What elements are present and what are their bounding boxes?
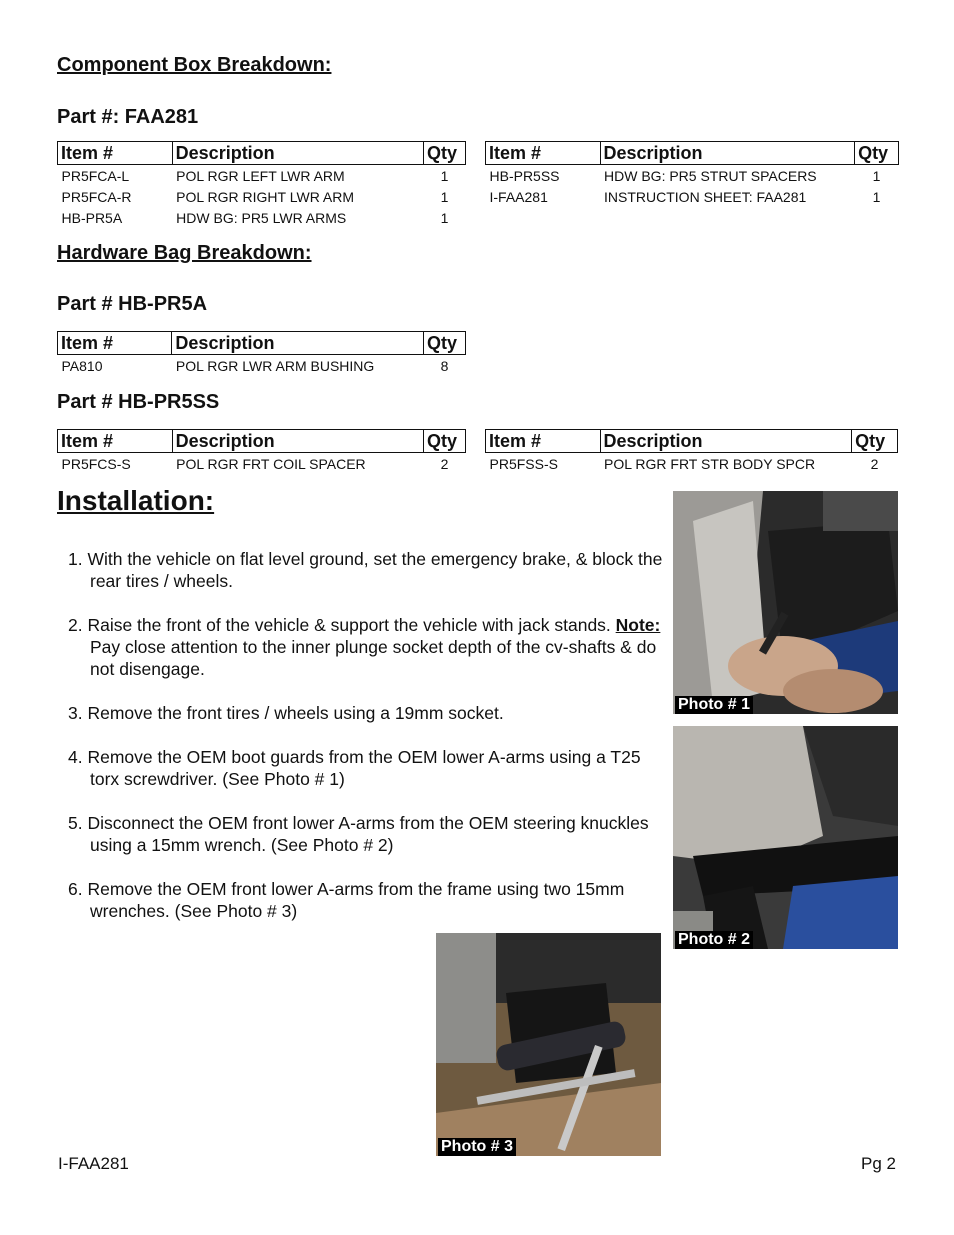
table-row (486, 453, 898, 475)
description-cell: INSTRUCTION SHEET: FAA281 (604, 188, 807, 205)
column-header-qty: Qty (424, 332, 466, 355)
item-cell: I-FAA281 (489, 188, 548, 205)
hb-pr5ss-table-right (485, 429, 898, 474)
table-header-row (58, 332, 466, 355)
column-header-item: Item # (58, 430, 173, 453)
qty-cell: 1 (440, 188, 449, 205)
qty-cell: 2 (870, 455, 879, 472)
column-header-item: Item # (58, 332, 172, 355)
column-header-item: Item # (486, 142, 601, 165)
item-cell: PR5FSS-S (489, 455, 558, 472)
step-2 (68, 614, 664, 680)
item-cell: HB-PR5A (61, 209, 123, 226)
table-row (58, 355, 466, 377)
column-header-description: Description (600, 142, 855, 165)
description-cell: POL RGR FRT STR BODY SPCR (604, 455, 816, 472)
column-header-item: Item # (58, 142, 173, 165)
part-hb-pr5a-label: Part # HB-PR5A (57, 293, 208, 315)
description-cell: POL RGR LEFT LWR ARM (176, 167, 345, 184)
column-header-description: Description (172, 430, 423, 453)
step-2-text-after: Pay close attention to the inner plunge socket depth of the cv-shafts & do not disengage. (90, 637, 657, 679)
table-header-row (58, 430, 466, 453)
table-header-row (486, 142, 899, 165)
qty-cell: 1 (440, 167, 449, 184)
hb-pr5ss-table-left (57, 429, 466, 474)
step-3: 3. Remove the front tires / wheels using a 19mm socket. (68, 703, 504, 723)
qty-cell: 8 (440, 357, 449, 374)
photo-1-image (673, 491, 898, 714)
table-header-row (58, 142, 466, 165)
column-header-qty: Qty (855, 142, 899, 165)
item-cell: PA810 (61, 357, 103, 374)
component-table-left (57, 141, 466, 228)
photo-3-image (436, 933, 661, 1156)
step-1: 1. With the vehicle on flat level ground, set the emergency brake, & block the rear tires / wheels. (68, 549, 663, 591)
step-6: 6. Remove the OEM front lower A-arms from the frame using two 15mm wrenches. (See Photo # 3) (68, 879, 625, 921)
photo-3-label: Photo # 3 (438, 1138, 516, 1156)
step-5: 5. Disconnect the OEM front lower A-arms from the OEM steering knuckles using a 15mm wrench. (See Photo # 2) (68, 813, 649, 855)
photo-1-label: Photo # 1 (675, 696, 753, 714)
table-row (58, 453, 466, 475)
qty-cell: 1 (872, 188, 881, 205)
description-cell: POL RGR RIGHT LWR ARM (176, 188, 355, 205)
footer-document-id: I-FAA281 (58, 1154, 129, 1173)
item-cell: PR5FCS-S (61, 455, 131, 472)
item-cell: PR5FCA-R (61, 188, 132, 205)
column-header-item: Item # (486, 430, 601, 453)
photo-2-label: Photo # 2 (675, 931, 753, 949)
component-table-right (485, 141, 899, 207)
footer-page-number: Pg 2 (861, 1154, 896, 1173)
column-header-qty: Qty (424, 142, 466, 165)
step-2-text-before: 2. Raise the front of the vehicle & support the vehicle with jack stands. (68, 615, 616, 635)
item-cell: PR5FCA-L (61, 167, 130, 184)
installation-title: Installation: (57, 485, 215, 516)
column-header-description: Description (172, 142, 423, 165)
installation-steps (68, 548, 664, 944)
photo-1 (673, 491, 898, 714)
qty-cell: 1 (440, 209, 449, 226)
table-row (58, 186, 466, 207)
description-cell: HDW BG: PR5 LWR ARMS (176, 209, 347, 226)
table-row (58, 207, 466, 228)
hardware-bag-heading: Hardware Bag Breakdown: (57, 242, 312, 264)
photo-3 (436, 933, 661, 1156)
step-4: 4. Remove the OEM boot guards from the OEM lower A-arms using a T25 torx screwdriver. (See Photo # 1) (68, 747, 641, 789)
table-header-row (486, 430, 898, 453)
qty-cell: 2 (440, 455, 449, 472)
column-header-qty: Qty (424, 430, 466, 453)
hb-pr5a-table (57, 331, 466, 376)
note-label: Note: (615, 615, 661, 635)
table-row (58, 165, 466, 187)
table-row (486, 165, 899, 187)
description-cell: HDW BG: PR5 STRUT SPACERS (604, 167, 817, 184)
table-row (486, 186, 899, 207)
description-cell: POL RGR LWR ARM BUSHING (175, 357, 375, 374)
item-cell: HB-PR5SS (489, 167, 560, 184)
photo-2-image (673, 726, 898, 949)
part-hb-pr5ss-label: Part # HB-PR5SS (57, 391, 220, 413)
part-number-label: Part #: FAA281 (57, 106, 199, 128)
component-box-heading: Component Box Breakdown: (57, 54, 332, 76)
photo-2 (673, 726, 898, 949)
column-header-description: Description (172, 332, 424, 355)
column-header-description: Description (600, 430, 852, 453)
description-cell: POL RGR FRT COIL SPACER (176, 455, 366, 472)
qty-cell: 1 (872, 167, 881, 184)
column-header-qty: Qty (852, 430, 898, 453)
